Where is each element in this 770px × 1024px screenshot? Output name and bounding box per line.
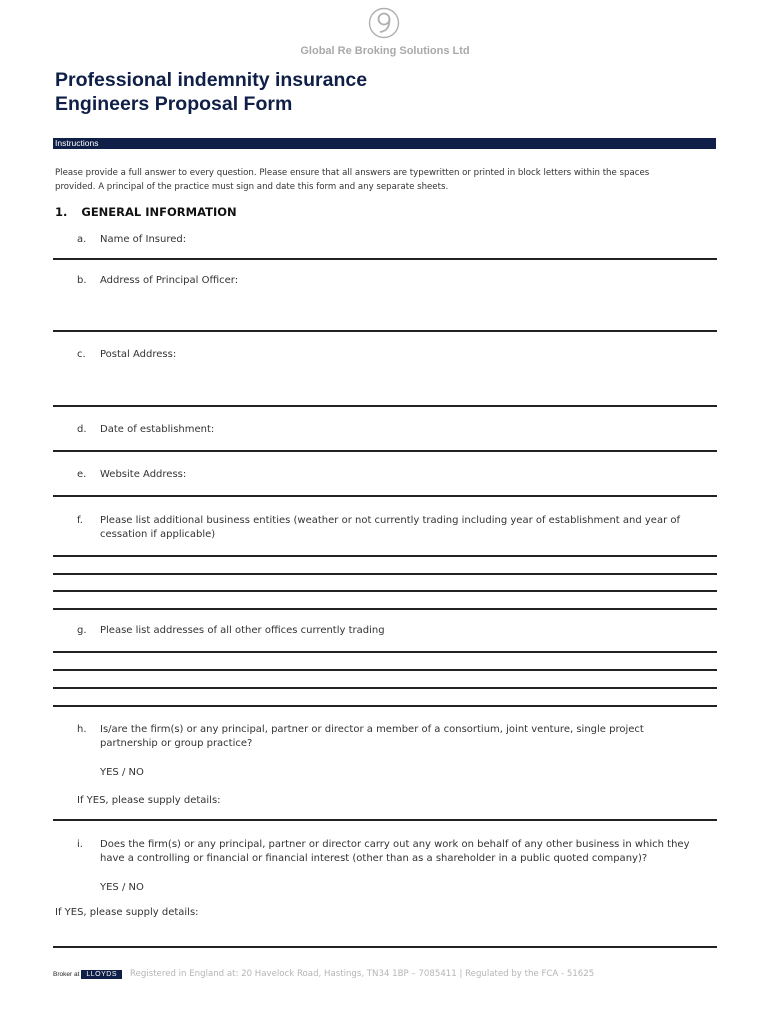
page-title — [55, 68, 367, 116]
g-circle-logo-icon — [368, 6, 400, 40]
lloyds-broker-logo — [53, 967, 122, 981]
answer-line-principal-address[interactable] — [53, 330, 717, 332]
question-letter: g. — [77, 625, 87, 636]
question-letter: f. — [77, 515, 83, 526]
answer-line-postal-address[interactable] — [53, 405, 717, 407]
question-text-line-2: partnership or group practice? — [100, 738, 253, 749]
question-text: Postal Address: — [100, 349, 177, 360]
question-text-line-1: Does the firm(s) or any principal, partner or director carry out any work on behalf of any other business in which they — [100, 839, 690, 850]
question-letter: b. — [77, 275, 87, 286]
footer-text: Registered in England at: 20 Havelock Road, Hastings, TN34 1BP – 7085411 | Regulated by the FCA - 51625 — [130, 969, 595, 979]
section-title: GENERAL INFORMATION — [81, 205, 237, 219]
answer-line-offices-2[interactable] — [53, 669, 717, 671]
details-label: If YES, please supply details: — [77, 795, 221, 806]
question-text: Address of Principal Officer: — [100, 275, 239, 286]
instructions-line-2: provided. A principal of the practice must sign and date this form and any separate sheets. — [55, 182, 449, 192]
question-letter: i. — [77, 839, 83, 850]
question-text — [100, 514, 720, 542]
details-label: If YES, please supply details: — [55, 907, 199, 918]
answer-line-offices-1[interactable] — [53, 651, 717, 653]
question-text-line-1: Please list additional business entities (weather or not currently trading including year of establishment and year of — [100, 515, 680, 526]
answer-line-date-of-establishment[interactable] — [53, 450, 717, 452]
answer-line-entities-1[interactable] — [53, 555, 717, 557]
company-name: Global Re Broking Solutions Ltd — [300, 45, 470, 57]
answer-line-entities-3[interactable] — [53, 590, 717, 592]
question-text: Date of establishment: — [100, 424, 215, 435]
question-text-line-2: cessation if applicable) — [100, 529, 216, 540]
question-text-line-1: Is/are the firm(s) or any principal, partner or director a member of a consortium, joint venture, single project — [100, 724, 644, 735]
answer-line-name-of-insured[interactable] — [53, 258, 717, 260]
section-number: 1. — [55, 205, 68, 219]
section-heading — [55, 205, 237, 219]
instructions-text — [55, 166, 720, 194]
answer-line-interest-details[interactable] — [53, 946, 717, 948]
broker-name: LLOYDS — [81, 970, 122, 979]
title-line-1: Professional indemnity insurance — [55, 69, 368, 91]
question-text: Please list addresses of all other offices currently trading — [100, 625, 385, 636]
answer-line-entities-4[interactable] — [53, 608, 717, 610]
broker-prefix: Broker at — [53, 970, 80, 978]
question-letter: a. — [77, 234, 87, 245]
answer-line-offices-4[interactable] — [53, 705, 717, 707]
question-text — [100, 723, 720, 751]
question-text — [100, 838, 720, 866]
question-text-line-2: have a controlling or financial or financial interest (other than as a shareholder in a public quoted company)? — [100, 853, 648, 864]
question-letter: h. — [77, 724, 87, 735]
question-letter: c. — [77, 349, 86, 360]
instructions-bar: Instructions — [53, 138, 716, 149]
question-letter: e. — [77, 469, 87, 480]
question-text: Name of Insured: — [100, 234, 187, 245]
yes-no-option[interactable]: YES / NO — [100, 882, 144, 893]
instructions-line-1: Please provide a full answer to every question. Please ensure that all answers are typewritten or printed in block letters within the spaces — [55, 168, 650, 178]
question-text: Website Address: — [100, 469, 187, 480]
yes-no-option[interactable]: YES / NO — [100, 767, 144, 778]
answer-line-offices-3[interactable] — [53, 687, 717, 689]
answer-line-website[interactable] — [53, 495, 717, 497]
answer-line-entities-2[interactable] — [53, 573, 717, 575]
question-letter: d. — [77, 424, 87, 435]
answer-line-consortium-details[interactable] — [53, 819, 717, 821]
title-line-2: Engineers Proposal Form — [55, 93, 293, 115]
